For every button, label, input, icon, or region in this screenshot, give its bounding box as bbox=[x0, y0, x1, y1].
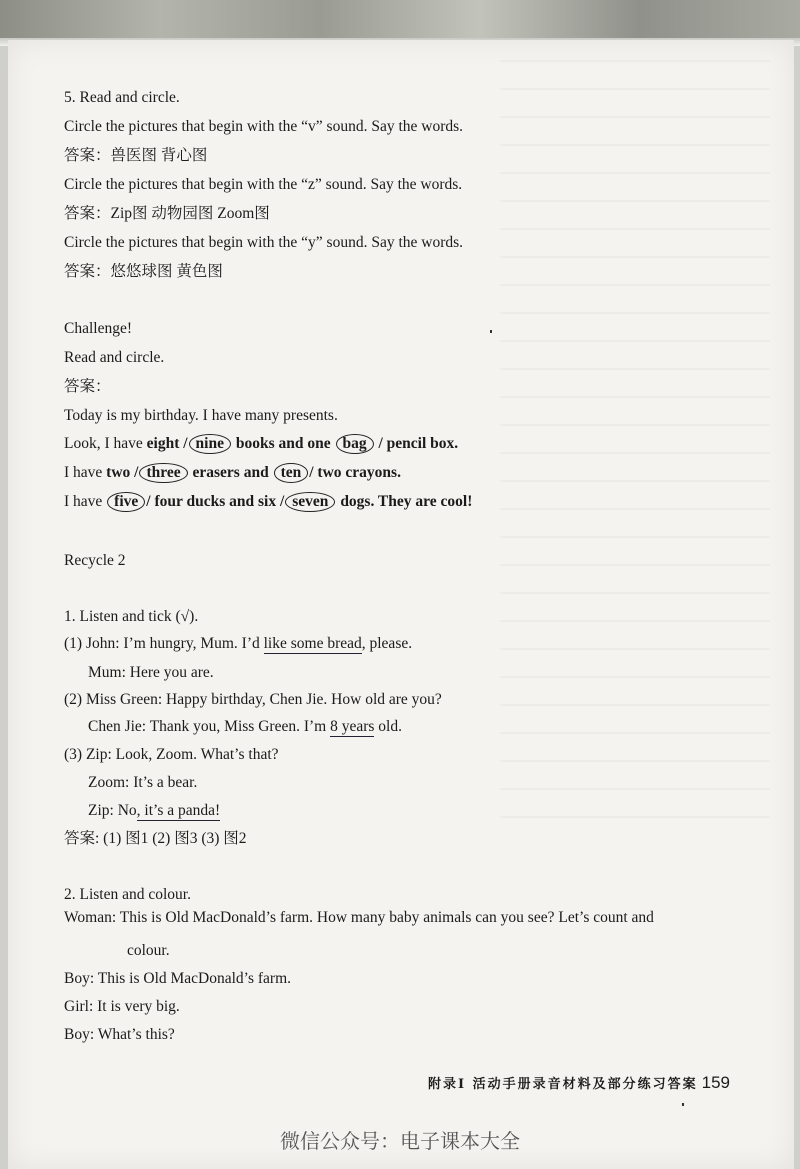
task1-answer: 答案: (1) 图1 (2) 图3 (3) 图2 bbox=[64, 830, 247, 847]
task1-line-6: Zoom: It’s a bear. bbox=[88, 774, 198, 791]
task2-title: 2. Listen and colour. bbox=[64, 886, 191, 903]
task1-line-4 bbox=[88, 717, 402, 737]
text: Zip: No bbox=[88, 802, 137, 819]
challenge-sentence-4 bbox=[64, 492, 472, 512]
section5-title: 5. Read and circle. bbox=[64, 89, 180, 106]
text: dogs. They are cool! bbox=[336, 493, 473, 510]
text: / two crayons. bbox=[309, 464, 401, 481]
section5-q1: Circle the pictures that begin with the “v” sound. Say the words. bbox=[64, 118, 464, 135]
challenge-instruction: Read and circle. bbox=[64, 349, 165, 366]
footer-section: 附录I 活动手册录音材料及部分练习答案 bbox=[428, 1077, 698, 1092]
task1-line-3: (2) Miss Green: Happy birthday, Chen Jie. How old are you? bbox=[64, 691, 442, 708]
text: / four ducks and six / bbox=[146, 493, 285, 510]
underlined-phrase: like some bread bbox=[263, 635, 362, 652]
task1-line-2: Mum: Here you are. bbox=[88, 664, 214, 681]
option-two: two / bbox=[106, 464, 139, 481]
circled-three: three bbox=[139, 463, 187, 483]
speck bbox=[490, 330, 492, 333]
recycle-title: Recycle 2 bbox=[64, 552, 126, 569]
circled-five: five bbox=[107, 492, 145, 512]
text: Chen Jie: Thank you, Miss Green. I’m bbox=[88, 718, 331, 735]
challenge-sentence-1: Today is my birthday. I have many presents. bbox=[64, 407, 338, 424]
task2-line-4: Boy: What’s this? bbox=[64, 1026, 175, 1043]
task2-line-2: Boy: This is Old MacDonald’s farm. bbox=[64, 970, 292, 987]
task1-line-7 bbox=[88, 801, 220, 821]
challenge-answer-label: 答案： bbox=[64, 378, 111, 395]
circled-bag: bag bbox=[336, 434, 374, 454]
page-footer bbox=[428, 1073, 730, 1093]
bleed-through bbox=[500, 60, 770, 840]
circled-nine: nine bbox=[189, 434, 231, 454]
text: Look, I have bbox=[64, 435, 147, 452]
text: / pencil box. bbox=[374, 435, 459, 452]
underlined-phrase: 8 years bbox=[330, 718, 375, 735]
underlined-phrase: , it’s a panda! bbox=[136, 802, 221, 819]
text: I have bbox=[64, 464, 107, 481]
challenge-sentence-2 bbox=[64, 434, 458, 454]
option-eight: eight / bbox=[146, 435, 188, 452]
text: , please. bbox=[361, 635, 413, 652]
text: erasers and bbox=[188, 464, 273, 481]
page-number: 159 bbox=[701, 1073, 730, 1092]
task2-line-1b: colour. bbox=[127, 942, 170, 959]
text: (1) John: I’m hungry, Mum. I’d bbox=[64, 635, 264, 652]
circled-ten: ten bbox=[274, 463, 309, 483]
watermark-text: 微信公众号：电子课本大全 bbox=[280, 1129, 520, 1153]
circled-seven: seven bbox=[285, 492, 335, 512]
text: books and one bbox=[231, 435, 335, 452]
section5-a1: 答案：兽医图 背心图 bbox=[64, 147, 208, 164]
section5-a2: 答案：Zip图 动物园图 Zoom图 bbox=[64, 205, 270, 222]
text: I have bbox=[64, 493, 107, 510]
challenge-sentence-3 bbox=[64, 463, 401, 483]
task1-line-5: (3) Zip: Look, Zoom. What’s that? bbox=[64, 746, 279, 763]
task2-line-3: Girl: It is very big. bbox=[64, 998, 180, 1015]
section5-q2: Circle the pictures that begin with the “z” sound. Say the words. bbox=[64, 176, 463, 193]
task2-line-1: Woman: This is Old MacDonald’s farm. How many baby animals can you see? Let’s count and bbox=[64, 909, 654, 926]
section5-q3: Circle the pictures that begin with the “y” sound. Say the words. bbox=[64, 234, 464, 251]
section5-a3: 答案：悠悠球图 黄色图 bbox=[64, 263, 223, 280]
task1-line-1 bbox=[64, 634, 412, 654]
challenge-title: Challenge! bbox=[64, 320, 133, 337]
text: old. bbox=[374, 718, 402, 735]
speck bbox=[682, 1103, 684, 1106]
task1-title: 1. Listen and tick (√). bbox=[64, 608, 199, 625]
